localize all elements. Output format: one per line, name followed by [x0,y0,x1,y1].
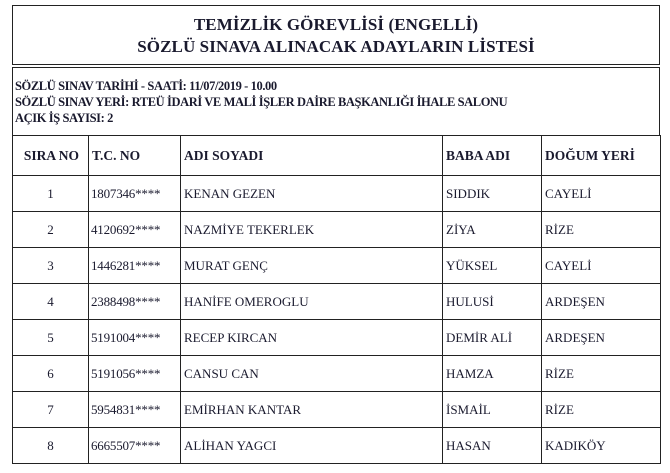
cell-dogum-yeri: RİZE [542,356,661,392]
candidates-table [12,135,661,464]
cell-tc-no: 5191004**** [89,320,181,356]
cell-baba-adi: HULUSİ [443,284,542,320]
cell-sira-no: 8 [13,428,89,464]
cell-baba-adi: SIDDIK [443,176,542,212]
cell-baba-adi: YÜKSEL [443,248,542,284]
column-header-baba-adi: BABA ADI [443,136,542,176]
cell-adi-soyadi: KENAN GEZEN [181,176,443,212]
cell-baba-adi: DEMİR ALİ [443,320,542,356]
cell-dogum-yeri: CAYELİ [542,176,661,212]
cell-sira-no: 2 [13,212,89,248]
cell-adi-soyadi: HANİFE OMEROGLU [181,284,443,320]
column-header-adi-soyadi: ADI SOYADI [181,136,443,176]
cell-adi-soyadi: EMİRHAN KANTAR [181,392,443,428]
cell-adi-soyadi: RECEP KIRCAN [181,320,443,356]
cell-baba-adi: HASAN [443,428,542,464]
cell-tc-no: 5954831**** [89,392,181,428]
cell-baba-adi: İSMAİL [443,392,542,428]
cell-sira-no: 5 [13,320,89,356]
cell-dogum-yeri: RİZE [542,392,661,428]
table-row [13,212,661,248]
cell-baba-adi: ZİYA [443,212,542,248]
table-row [13,356,661,392]
exam-datetime: SÖZLÜ SINAV TARİHİ - SAATİ: 11/07/2019 - 10.00 [15,79,277,93]
column-header-tc-no: T.C. NO [89,136,181,176]
table-row [13,176,661,212]
cell-sira-no: 3 [13,248,89,284]
cell-adi-soyadi: ALİHAN YAGCI [181,428,443,464]
cell-tc-no: 6665507**** [89,428,181,464]
document-title: TEMİZLİK GÖREVLİSİ (ENGELLİ) [193,15,479,34]
cell-tc-no: 4120692**** [89,212,181,248]
cell-tc-no: 2388498**** [89,284,181,320]
cell-dogum-yeri: CAYELİ [542,248,661,284]
cell-sira-no: 6 [13,356,89,392]
cell-adi-soyadi: CANSU CAN [181,356,443,392]
cell-dogum-yeri: ARDEŞEN [542,320,661,356]
table-row [13,320,661,356]
cell-dogum-yeri: RİZE [542,212,661,248]
cell-sira-no: 7 [13,392,89,428]
table-row [13,248,661,284]
table-row [13,392,661,428]
cell-dogum-yeri: KADIKÖY [542,428,661,464]
cell-sira-no: 1 [13,176,89,212]
column-header-sira-no: SIRA NO [13,136,89,176]
table-row [13,428,661,464]
document-subtitle: SÖZLÜ SINAVA ALINACAK ADAYLARIN LİSTESİ [137,37,535,56]
table-header-row [13,136,661,176]
cell-dogum-yeri: ARDEŞEN [542,284,661,320]
cell-adi-soyadi: NAZMİYE TEKERLEK [181,212,443,248]
candidate-list-document [12,5,660,464]
title-box [12,5,660,65]
exam-info-box [12,67,660,135]
cell-tc-no: 1807346**** [89,176,181,212]
cell-sira-no: 4 [13,284,89,320]
cell-tc-no: 5191056**** [89,356,181,392]
table-row [13,284,661,320]
open-positions-count: AÇIK İŞ SAYISI: 2 [15,111,113,125]
column-header-dogum-yeri: DOĞUM YERİ [542,136,661,176]
cell-adi-soyadi: MURAT GENÇ [181,248,443,284]
cell-tc-no: 1446281**** [89,248,181,284]
exam-location: SÖZLÜ SINAV YERİ: RTEÜ İDARİ VE MALİ İŞLER DAİRE BAŞKANLIĞI İHALE SALONU [15,95,508,109]
cell-baba-adi: HAMZA [443,356,542,392]
